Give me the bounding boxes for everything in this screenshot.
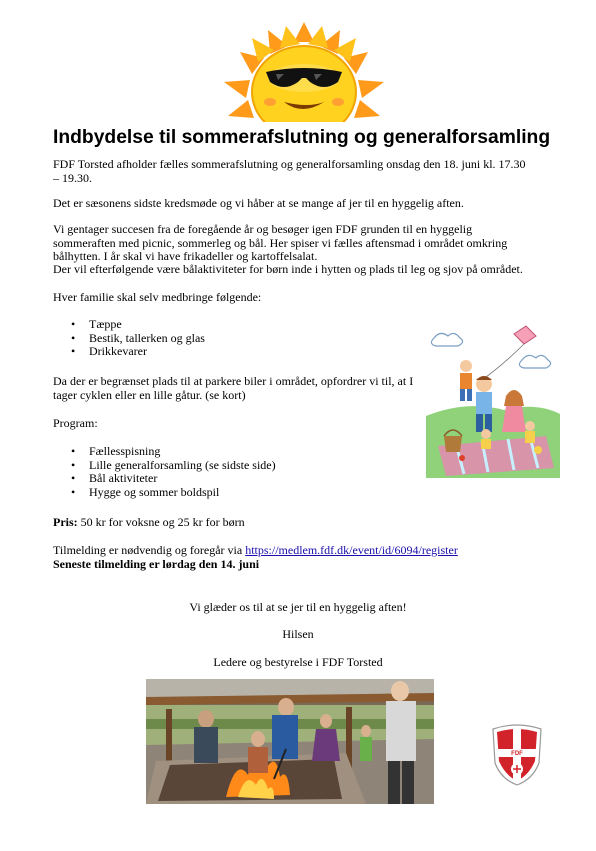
price-text: 50 kr for voksne og 25 kr for børn [77,515,245,529]
deadline-line [53,558,533,572]
last-meeting-paragraph: Det er sæsonens sidste kredsmøde og vi håber at se mange af jer til en hyggelig aften. [53,196,464,210]
signup-text: Tilmelding er nødvendig og foregår via [53,543,246,557]
sun-sunglasses-illustration [218,20,390,122]
repeat-paragraph: Vi gentager succesen fra de foregående år og besøger igen FDF grunden til en hyggelig sommeraften med picnic, sommerleg og bål. Her spiser vi fælles aftensmad i området omkring bålhytten. I år skal vi have frikadeller og kartoffelsalat. [53,222,508,263]
list-item: • Bestik, tallerken og glas [53,332,205,346]
bring-heading: Hver familie skal selv medbringe følgende: [53,290,262,304]
list-item: • Drikkevarer [53,345,205,359]
fdf-logo-text: FDF [511,751,523,757]
intro-paragraph: FDF Torsted afholder fælles sommerafslutning og generalforsamling onsdag den 18. juni kl. 17.30 – 19.30. [53,157,526,185]
greeting-text: Hilsen [282,627,314,641]
closing-text: Vi glæder os til at se jer til en hyggelig aften! [189,600,407,614]
price-line [53,516,533,530]
deadline-text: Seneste tilmelding er lørdag den 14. juni [53,557,260,571]
program-list [53,445,276,499]
list-item: • Hygge og sommer boldspil [53,486,276,500]
signup-line [53,544,553,558]
signup-link[interactable]: https://medlem.fdf.dk/event/id/6094/register [245,543,458,557]
page-title: Indbydelse til sommerafslutning og generalforsamling [53,127,551,148]
list-item: • Bål aktiviteter [53,472,276,486]
fdf-logo [489,723,545,787]
bring-list [53,318,205,359]
list-item: • Tæppe [53,318,205,332]
activities-paragraph: Der vil efterfølgende være bålaktiviteter for børn inde i hytten og plads til leg og sjov på området. [53,262,523,276]
price-label: Pris: [53,515,78,529]
program-heading: Program: [53,416,98,430]
family-picnic-illustration [426,318,560,478]
campfire-photo [146,679,434,804]
signature-text: Ledere og bestyrelse i FDF Torsted [213,655,383,669]
list-item: • Fællesspisning [53,445,276,459]
list-item: • Lille generalforsamling (se sidste side) [53,459,276,473]
parking-paragraph: Da der er begrænset plads til at parkere biler i området, opfordrer vi til, at I tager cyklen eller en lille gåtur. (se kort) [53,374,414,402]
